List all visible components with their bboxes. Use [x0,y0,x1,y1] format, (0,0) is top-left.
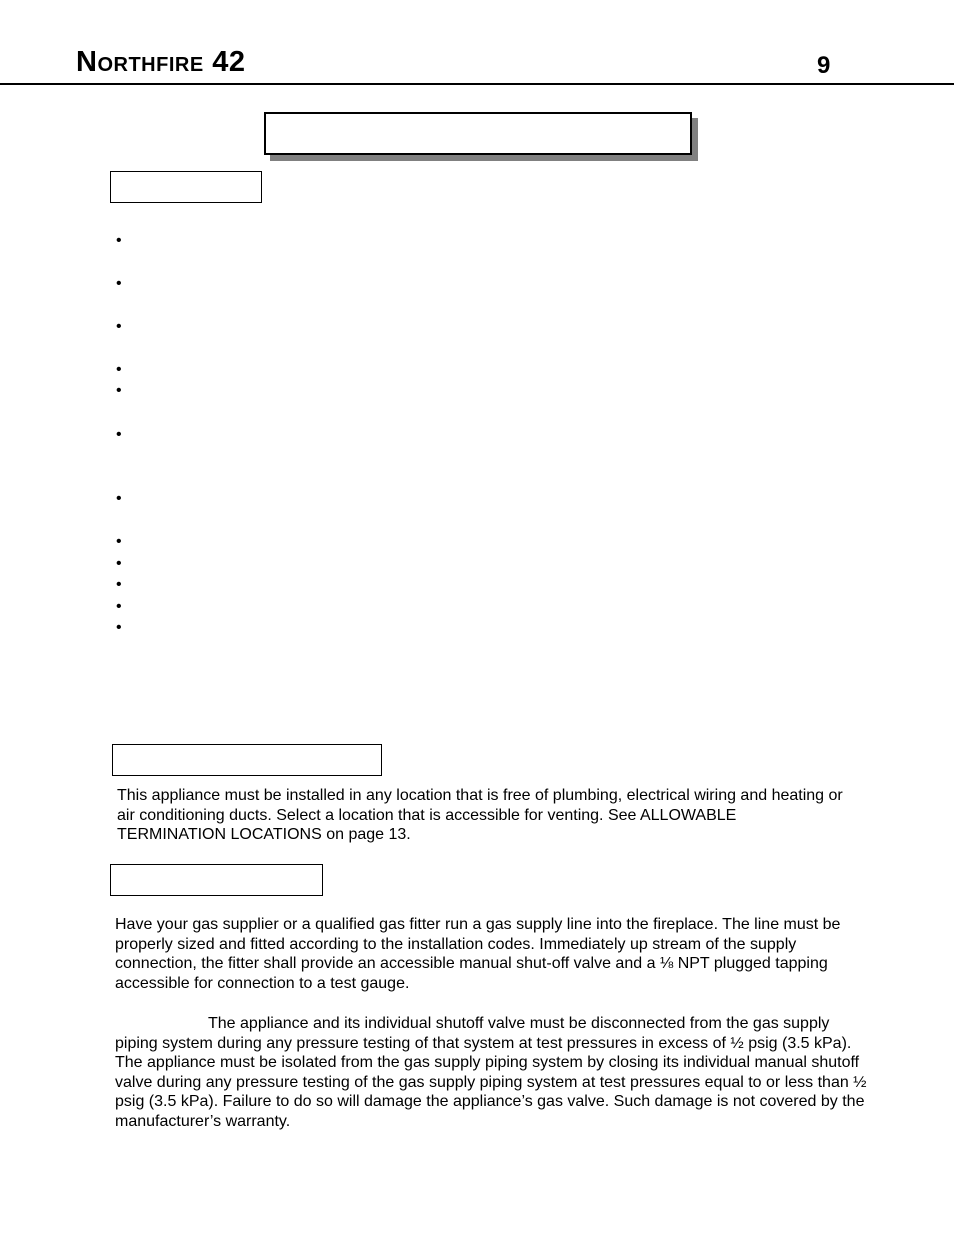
gas-heading-box [110,864,323,896]
location-heading-box [112,744,382,776]
bullet-point: • [116,361,122,378]
bullet-point: • [116,232,122,249]
pressure-testing-text: The appliance and its individual shutoff valve must be disconnected from the gas supply piping system during any pressure testing of that system at test pressures in excess of ½ psig (3.5 kPa). The appliance must be isolated from the gas supply piping system by closing its individual manual shutoff valve during any pressure testing of the gas supply piping system at test pressures equal to or less than ½ psig (3.5 kPa). Failure to do so will damage the appliance’s gas valve. Such damage is not covered by the manufacturer’s warranty. [115,1015,867,1130]
bullet-point: • [116,555,122,572]
bullet-point: • [116,382,122,399]
document-title: Northfire 42 [76,46,246,78]
bullet-point: • [116,275,122,292]
gas-supply-paragraph: Have your gas supplier or a qualified gas fitter run a gas supply line into the fireplace. The line must be properly sized and fitted according to the installation codes. Immediately up stream of the supply connection, the fitter shall provide an accessible manual shut-off valve and a ⅛ NPT plugged tapping accessible for connection to a test gauge. [115,916,841,992]
location-paragraph: This appliance must be installed in any location that is free of plumbing, electrical wiring and heating or air conditioning ducts. Select a location that is accessible for venting. See ALLOWABLE TERMINATION LOCATIONS on page 13. [117,787,843,844]
bullet-point: • [116,490,122,507]
pressure-testing-paragraph [115,1014,875,1132]
page-number: 9 [817,52,831,79]
subsection-heading-box [110,171,262,203]
bullet-point: • [116,598,122,615]
bullet-point: • [116,533,122,550]
bullet-point: • [116,619,122,636]
bullet-point: • [116,426,122,443]
header-divider [0,83,954,85]
section-title-box [264,112,692,155]
bullet-point: • [116,576,122,593]
bullet-point: • [116,318,122,335]
